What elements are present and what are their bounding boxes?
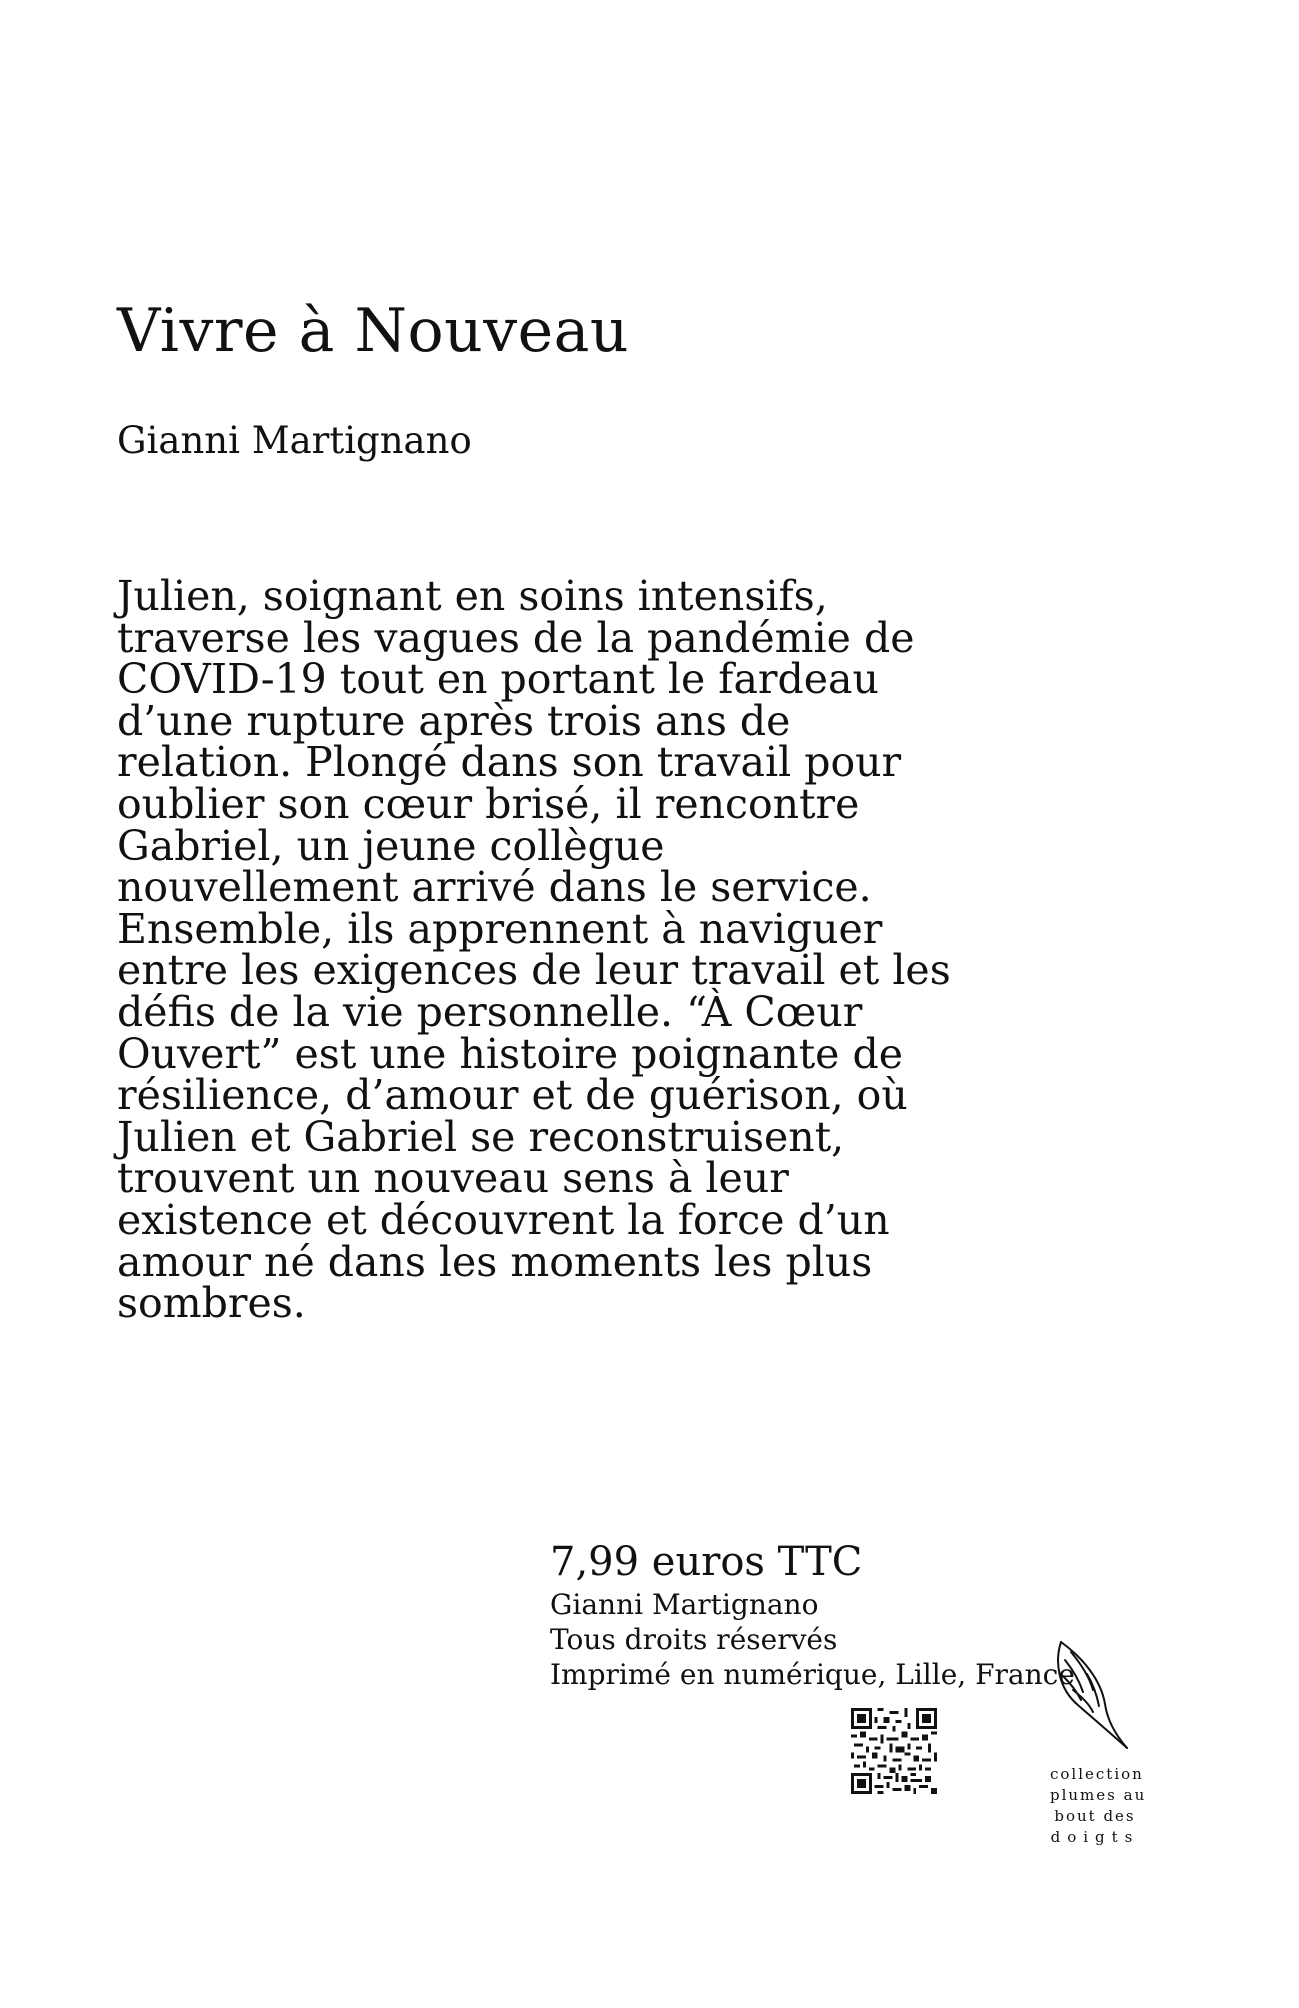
collection-logo-text [1050,1764,1147,1848]
blurb-line: oublier son cœur brisé, il rencontre [117,779,860,828]
blurb-line: relation. Plongé dans son travail pour [117,738,902,787]
blurb-line: Ouvert” est une histoire poignante de [117,1029,903,1078]
blurb-line: Julien, soignant en soins intensifs, [117,572,828,620]
blurb-line: COVID-19 tout en portant le fardeau [117,655,879,704]
logo-line: bout des [1054,1807,1136,1825]
blurb-line: amour né dans les moments les plus [117,1237,873,1286]
blurb-line: entre les exigences de leur travail et les [117,946,951,995]
price-label: 7,99 euros TTC [550,1539,863,1585]
book-title: Vivre à Nouveau [117,296,630,366]
logo-line: collection [1050,1765,1144,1783]
quill-icon [1043,1640,1143,1750]
blurb-line: défis de la vie personnelle. “À Cœur [117,987,863,1036]
blurb-line: existence et découvrent la force d’un [117,1195,890,1244]
blurb-line: trouvent un nouveau sens à leur [117,1154,789,1203]
blurb-line: Julien et Gabriel se reconstruisent, [117,1112,845,1161]
logo-line: plumes au [1050,1786,1147,1804]
blurb-line: Ensemble, ils apprennent à naviguer [117,904,883,953]
rights-notice: Tous droits réservés [550,1623,838,1656]
blurb-line: d’une rupture après trois ans de [117,696,791,745]
logo-line: doigts [1050,1828,1140,1846]
back-cover-blurb [117,572,977,1328]
imprint-author: Gianni Martignano [550,1588,819,1621]
blurb-line: traverse les vagues de la pandémie de [117,613,915,662]
blurb-line: résilience, d’amour et de guérison, où [117,1071,908,1120]
book-author: Gianni Martignano [117,419,472,462]
print-location: Imprimé en numérique, Lille, France [550,1658,1075,1691]
blurb-line: Gabriel, un jeune collègue [117,821,665,870]
qr-code-icon [851,1708,937,1794]
blurb-line: sombres. [117,1279,306,1328]
blurb-line: nouvellement arrivé dans le service. [117,863,872,912]
